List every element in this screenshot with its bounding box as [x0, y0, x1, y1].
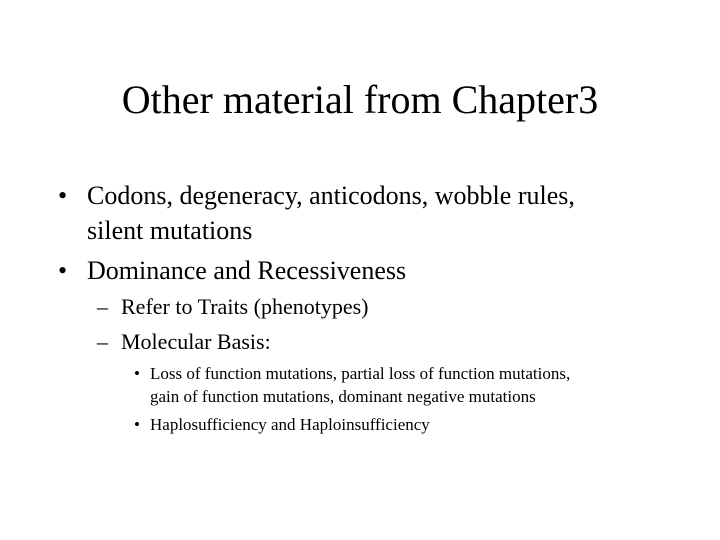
- sub-sub-bullet-text: Haplosufficiency and Haploinsufficiency: [150, 415, 430, 434]
- dash-icon: –: [97, 329, 108, 354]
- sub-bullet-text: Molecular Basis:: [121, 329, 271, 354]
- bullet-icon: •: [58, 181, 68, 210]
- slide-title: Other material from Chapter3: [121, 77, 599, 122]
- bullet-text: Dominance and Recessiveness: [87, 256, 407, 285]
- bullet-text: Codons, degeneracy, anticodons, wobble rules,: [87, 181, 575, 210]
- bullet-icon: •: [134, 415, 140, 434]
- bullet-icon: •: [134, 364, 140, 383]
- bullet-icon: •: [58, 256, 68, 285]
- dash-icon: –: [97, 294, 108, 319]
- sub-sub-bullet-text: Loss of function mutations, partial loss of function mutations,: [150, 364, 571, 383]
- sub-bullet-text: Refer to Traits (phenotypes): [121, 294, 369, 319]
- sub-sub-bullet-text-continued: gain of function mutations, dominant negative mutations: [150, 387, 536, 406]
- bullet-text-continued: silent mutations: [87, 216, 253, 245]
